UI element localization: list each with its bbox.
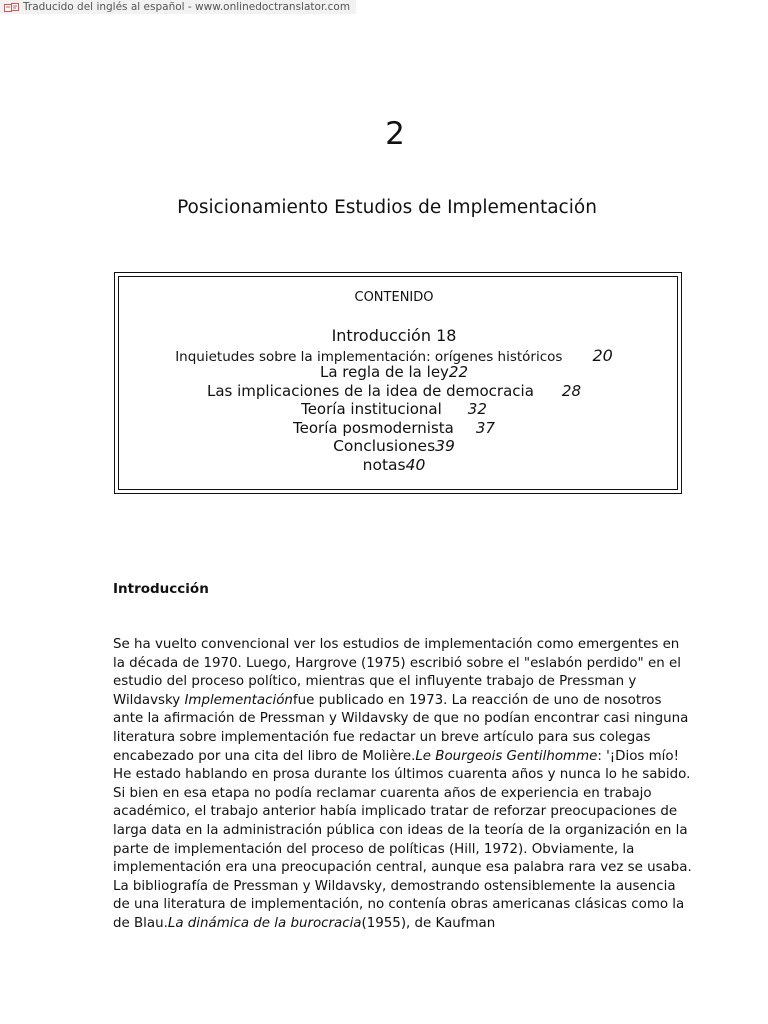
body-text-run: fue publicado en 1973. La reacción de uno de nosotros ante la afirmación de Pressman y Wildavsky de que no podían encontrar casi ninguna literatura sobre implementación fue redactar un breve artículo para sus colegas encabezado por una cita del libro de Molière. bbox=[113, 692, 689, 764]
toc-entry-label: Conclusiones bbox=[333, 437, 436, 455]
introduction-paragraph bbox=[113, 636, 693, 934]
toc-entry-page: 37 bbox=[475, 419, 495, 437]
body-text-run: (1955), de Kaufman bbox=[361, 915, 496, 931]
contents-heading: CONTENIDO bbox=[354, 290, 434, 305]
toc-entry-label: notas bbox=[362, 456, 406, 474]
toc-entry-page: 20 bbox=[592, 346, 613, 365]
document-translate-icon bbox=[4, 2, 20, 13]
chapter-title: Posicionamiento Estudios de Implementación bbox=[177, 197, 597, 218]
book-title-italic: La dinámica de la burocracia bbox=[167, 915, 362, 931]
toc-entry-label: La regla de la ley bbox=[319, 363, 449, 381]
toc-entry-label: Introducción 18 bbox=[331, 326, 457, 345]
toc-entry-page: 22 bbox=[448, 363, 469, 381]
toc-entry-label: Teoría posmodernista bbox=[293, 419, 454, 437]
toc-entry-page: 28 bbox=[561, 382, 581, 400]
translator-banner-text: Traducido del inglés al español - www.onlinedoctranslator.com bbox=[23, 1, 351, 13]
body-text-run: : '¡Dios mío! He estado hablando en prosa durante los últimos cuarenta años y nunca lo he sabido. Si bien en esa etapa no podía reclamar cuarenta años de experiencia en trabajo académico, el trabajo anterior había implicado tratar de reforzar preocupaciones de larga data en la administración pública con ideas de la teoría de la organización en la parte de implementación del proceso de políticas (Hill, 1972). Obviamente, la implementación era una preocupación central, aunque esa palabra rara vez se usaba. La bibliografía de Pressman y Wildavsky, demostrando ostensiblemente la ausencia de una literatura de implementación, no contenía obras americanas clásicas como la de Blau. bbox=[113, 748, 692, 931]
toc-entry-page: 39 bbox=[435, 437, 455, 455]
toc-entry bbox=[115, 326, 673, 345]
toc-entry bbox=[115, 437, 673, 455]
toc-entry bbox=[115, 419, 673, 437]
contents-box bbox=[114, 272, 682, 494]
toc-entry bbox=[115, 382, 673, 400]
toc-entry bbox=[115, 456, 673, 474]
body-text-run: Se ha vuelto convencional ver los estudios de implementación como emergentes en la década de 1970. Luego, Hargrove (1975) escribió sobre el "eslabón perdido" en el estudio del proceso político, mientras que el influyente trabajo de Pressman y Wildavsky bbox=[113, 637, 681, 708]
chapter-number: 2 bbox=[385, 116, 405, 152]
toc-entry-label: Inquietudes sobre la implementación: orígenes históricos bbox=[175, 349, 563, 365]
toc-entry bbox=[115, 400, 673, 418]
section-heading-introduction: Introducción bbox=[113, 581, 209, 597]
book-title-italic: Le Bourgeois Gentilhomme bbox=[415, 748, 598, 764]
toc-entry-page: 32 bbox=[467, 400, 487, 418]
toc-entry-label: Teoría institucional bbox=[301, 400, 442, 418]
translator-banner-link[interactable] bbox=[0, 0, 356, 14]
toc-entry-label: Las implicaciones de la idea de democracia bbox=[206, 382, 534, 400]
toc-entry-page: 40 bbox=[405, 456, 426, 474]
book-title-italic: Implementación bbox=[184, 692, 293, 708]
toc-entry bbox=[115, 363, 673, 381]
